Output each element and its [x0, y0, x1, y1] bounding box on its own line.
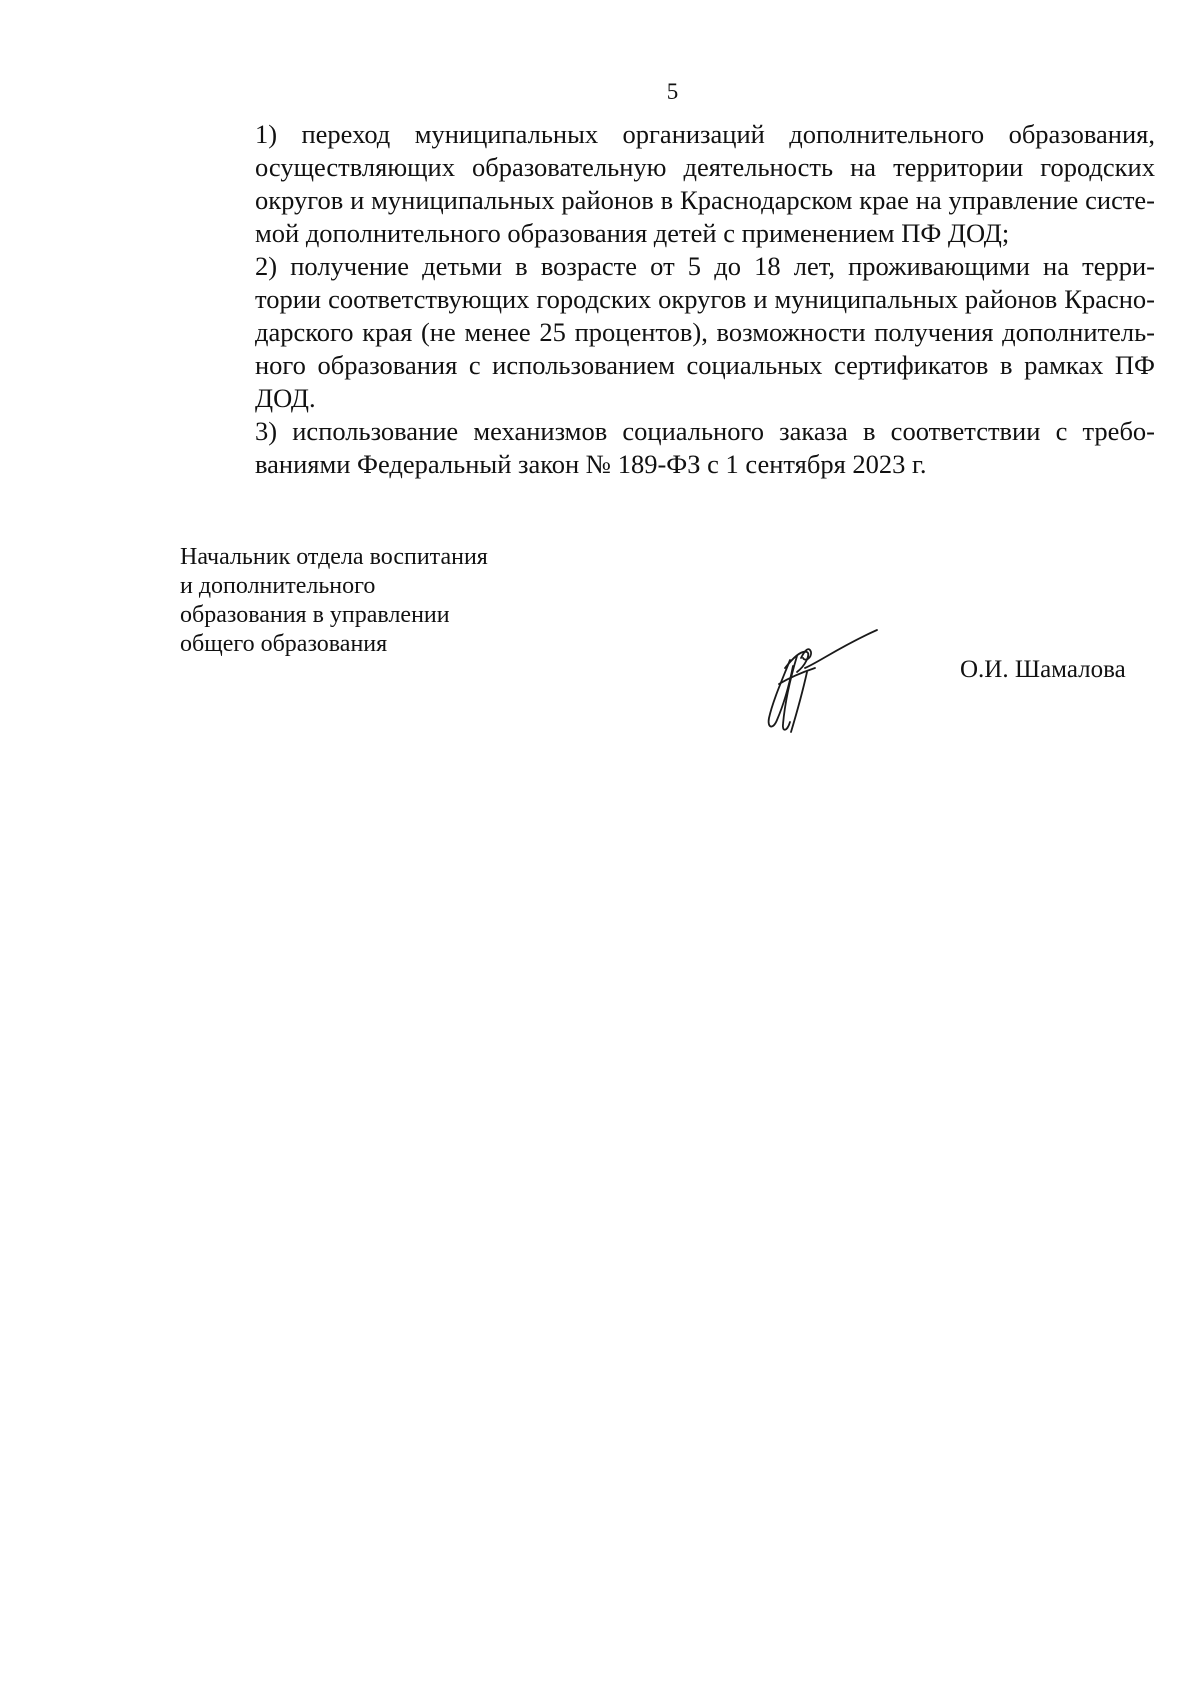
handwritten-signature [745, 628, 880, 738]
text-line: 1) переход муниципальных организаций дополнительного образования, [255, 119, 1155, 149]
text-line: осуществляющих образовательную деятельность на территории городских [255, 152, 1155, 182]
signer-name: О.И. Шамалова [960, 656, 1126, 683]
text-line: ваниями Федеральный закон № 189-ФЗ с 1 сентября 2023 г. [255, 449, 927, 479]
text-line: 3) использование механизмов социального заказа в соответствии с требо- [255, 416, 1155, 446]
text-line: округов и муниципальных районов в Краснодарском крае на управление систе- [255, 185, 1155, 215]
paragraph-3 [185, 415, 1155, 481]
text-line: мой дополнительного образования детей с применением ПФ ДОД; [255, 218, 1010, 248]
page-number: 5 [666, 79, 679, 104]
paragraph-1 [185, 118, 1155, 250]
paragraph-2 [185, 250, 1155, 415]
position-line: и дополнительного [180, 573, 376, 599]
text-line: тории соответствующих городских округов и муниципальных районов Красно- [255, 284, 1155, 314]
text-line: ДОД. [255, 383, 316, 413]
text-line: дарского края (не менее 25 процентов), возможности получения дополнитель- [255, 317, 1155, 347]
position-line: Начальник отдела воспитания [180, 544, 488, 570]
position-line: образования в управлении [180, 602, 450, 628]
position-line: общего образования [180, 631, 388, 657]
text-line: ного образования с использованием социальных сертификатов в рамках ПФ [255, 350, 1155, 380]
text-line: 2) получение детьми в возрасте от 5 до 18 лет, проживающими на терри- [255, 251, 1155, 281]
signatory-position [180, 543, 580, 659]
document-body [185, 118, 1155, 481]
